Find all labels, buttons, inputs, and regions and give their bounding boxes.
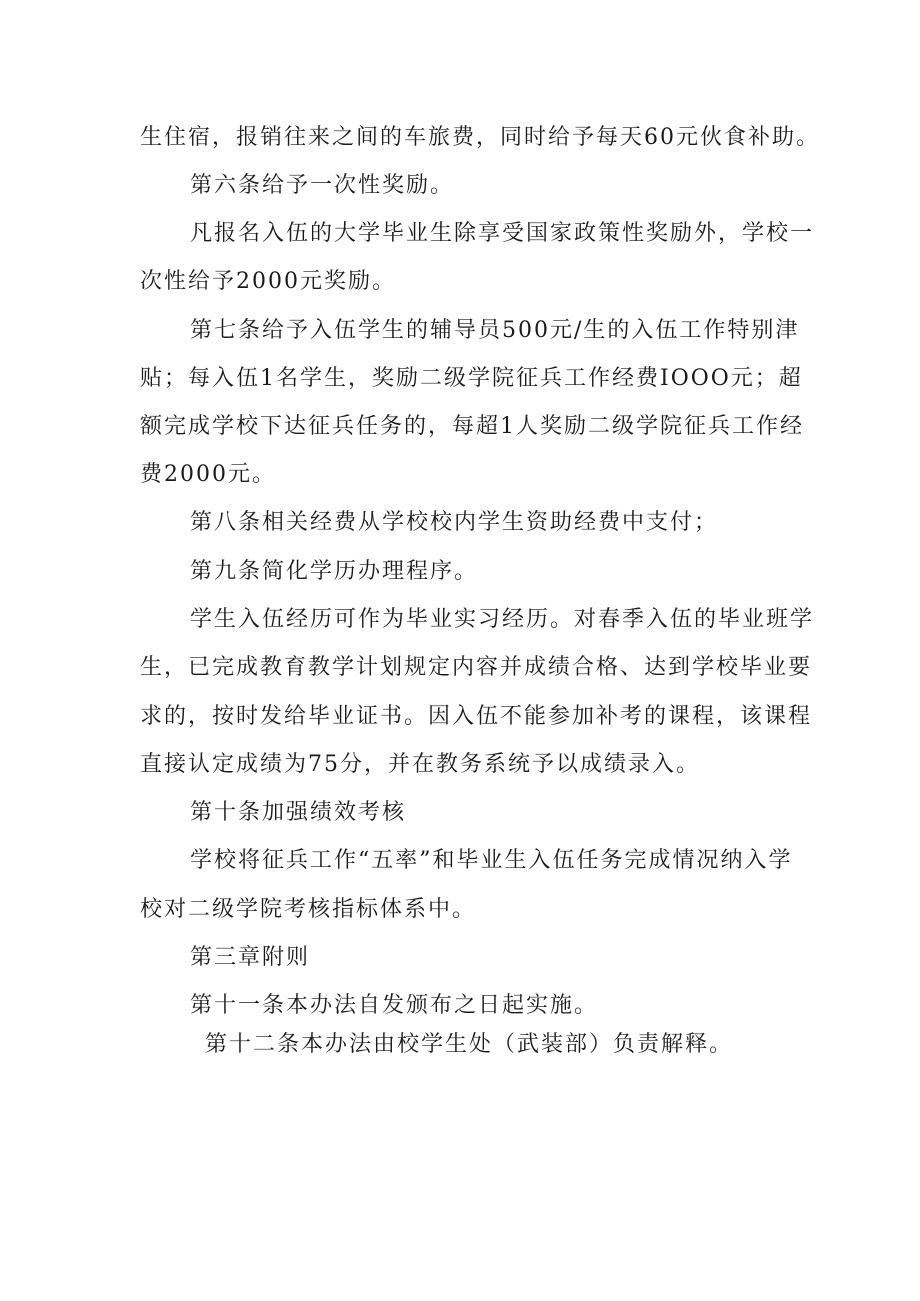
- paragraph-line: 次性给予2000元奖励。: [140, 269, 396, 294]
- paragraph-line: 求的，按时发给毕业证书。因入伍不能参加补考的课程，该课程: [140, 704, 813, 729]
- paragraph-line: 学生入伍经历可作为毕业实习经历。对春季入伍的毕业班学: [190, 607, 815, 632]
- article-11-line: 第十一条本办法自发颁布之日起实施。: [190, 993, 599, 1018]
- article-6-heading: 第六条给予一次性奖励。: [190, 173, 455, 198]
- paragraph-line: 学校将征兵工作“五率”和毕业生入伍任务完成情况纳入学: [190, 848, 793, 873]
- paragraph-line: 生，已完成教育教学计划规定内容并成绩合格、达到学校毕业要: [140, 655, 813, 680]
- paragraph-line: 校对二级学院考核指标体系中。: [140, 897, 477, 922]
- article-9-heading: 第九条简化学历办理程序。: [190, 559, 479, 584]
- article-8-line: 第八条相关经费从学校校内学生资助经费中支付；: [190, 510, 719, 535]
- paragraph-line: 生住宿，报销往来之间的车旅费，同时给予每天60元伙食补助。: [140, 125, 820, 150]
- paragraph-line: 直接认定成绩为75分，并在教务系统予以成绩录入。: [140, 752, 700, 777]
- article-10-heading: 第十条加强绩效考核: [190, 800, 407, 825]
- paragraph-line: 凡报名入伍的大学毕业生除享受国家政策性奖励外，学校一: [190, 221, 815, 246]
- chapter-3-heading: 第三章附则: [190, 945, 311, 970]
- article-7-line: 第七条给予入伍学生的辅导员500元/生的入伍工作特别津: [190, 318, 800, 343]
- article-12-line: 第十二条本办法由校学生处（武装部）负责解释。: [205, 1032, 734, 1057]
- paragraph-line: 费2000元。: [140, 462, 276, 487]
- paragraph-line: 贴；每入伍1名学生，奖励二级学院征兵工作经费IOOO元；超: [140, 366, 803, 391]
- paragraph-line: 额完成学校下达征兵任务的，每超1人奖励二级学院征兵工作经: [140, 414, 804, 439]
